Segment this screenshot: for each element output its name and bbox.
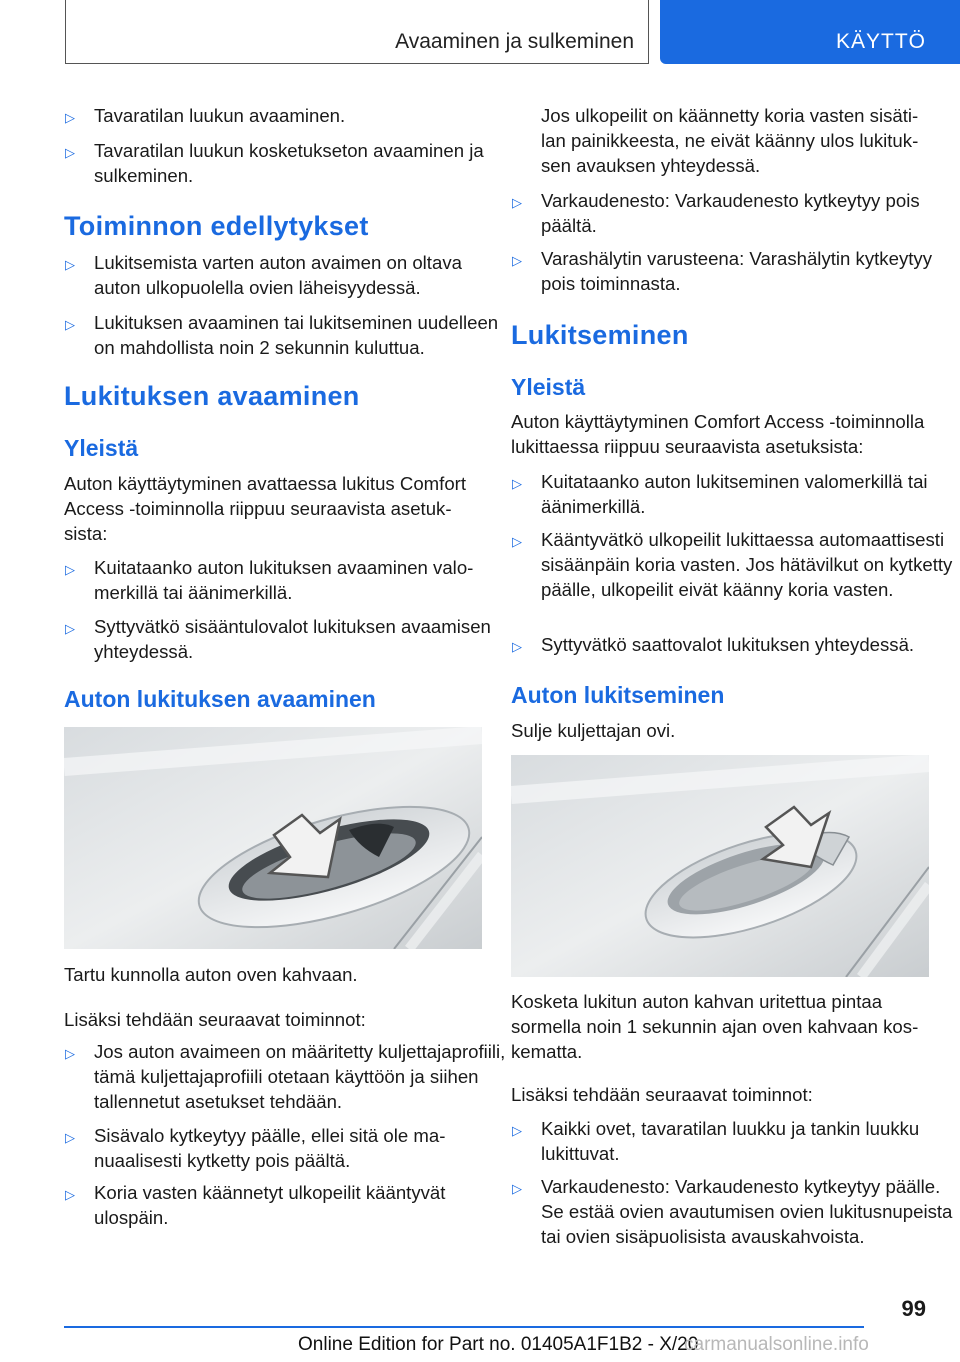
heading-general: Yleistä [64,435,139,461]
list-item: ▷ Sisävalo kytkeytyy päälle, ellei sitä ole manuaalisesti kytketty pois päältä. [65,1125,446,1171]
list-item: ▷ Varkaudenesto: Varkaudenesto kytkeytyy päälle. Se estää ovien avautumisen ovien lukitusnupeista tai ovien sisäpuolisista avauskahvoista. [512,1176,953,1247]
bullet-triangle-icon: ▷ [512,476,522,491]
list-item: ▷ Varkaudenesto: Varkaudenesto kytkeytyy pois päältä. [512,190,920,236]
bullet-triangle-icon: ▷ [512,195,522,210]
list-item: ▷ Lukituksen avaaminen tai lukitseminen uudelleen on mahdollista noin 2 sekunnin kuluttua. [65,312,499,358]
bullet-triangle-icon: ▷ [65,621,75,636]
door-handle-unlock-illustration [64,727,482,949]
list-item: ▷ Tavaratilan luukun avaaminen. [64,103,512,128]
bullet-triangle-icon: ▷ [65,1187,75,1202]
list-item: ▷ Kuitataanko auton lukitseminen valomerkillä tai äänimerkillä. [512,471,928,517]
chapter-tab-label: KÄYTTÖ [835,30,926,53]
heading-car-unlocking: Auton lukituksen avaaminen [64,686,376,712]
list-item: ▷ Varashälytin varusteena: Varashälytin kytkeytyy pois toiminnasta. [512,248,932,294]
footer-divider [64,1326,864,1328]
list-item: ▷ Jos auton avaimeen on määritetty kuljettajaprofiili, tämä kuljettajaprofiili otetaan käyttöön ja siihen tallennetut asetukset tehdään. [65,1041,506,1112]
page-number: 99 [901,1296,926,1321]
list-item: ▷ Syttyvätkö sisääntulovalot lukituksen avaamisen yhteydessä. [65,616,491,662]
general-paragraph: Auton käyttäytyminen avattaessa lukitus Comfort Access ‑toiminnolla riippuu seuraavista asetuksista: [64,473,467,544]
list-item: ▷ Kaikki ovet, tavaratilan luukku ja tankin luukku lukittuvat. [512,1118,920,1164]
bullet-triangle-icon: ▷ [65,257,75,272]
bullet-triangle-icon: ▷ [65,145,75,160]
list-item: ▷ Koria vasten käännetyt ulkopeilit kääntyvät ulospäin. [65,1182,446,1228]
heading-general: Yleistä [511,374,586,400]
list-item: ▷ Kääntyvätkö ulkopeilit lukittaessa automaattisesti sisäänpäin koria vasten. Jos hätävilkut on kytketty päälle, ulkopeilit eivät käänny koria vasten. [512,529,953,600]
bullet-triangle-icon: ▷ [512,1123,522,1138]
bullet-triangle-icon: ▷ [512,1181,522,1196]
door-handle-lock-illustration [511,755,929,977]
list-item: ▷ Tavaratilan luukun kosketukseton avaaminen ja sulkeminen. [65,140,484,186]
edition-text: Online Edition for Part no. 01405A1F1B2 - X/20 [298,1334,699,1355]
close-door-instruction: Sulje kuljettajan ovi. [511,720,676,741]
list-item: ▷ Lukitsemista varten auton avaimen on oltava auton ulkopuolella ovien läheisyydessä. [65,252,462,298]
heading-car-locking: Auton lukitseminen [511,682,725,708]
additional-functions-intro: Lisäksi tehdään seuraavat toiminnot: [511,1084,813,1105]
bullet-triangle-icon: ▷ [65,1046,75,1061]
continuation-paragraph: Jos ulkopeilit on käännetty koria vasten sisätilan painikkeesta, ne eivät käänny ulos lukituksen avauksen yhteydessä. [541,105,919,176]
list-item: ▷ Syttyvätkö saattovalot lukituksen yhteydessä. [511,632,959,657]
running-header [65,0,649,64]
heading-unlocking: Lukituksen avaaminen [64,381,360,411]
bullet-triangle-icon: ▷ [512,639,522,654]
bullet-triangle-icon: ▷ [512,534,522,549]
touch-instruction: Kosketa lukitun auton kahvan uritettua pintaa sormella noin 1 sekunnin ajan oven kahvaan koskematta. [511,991,919,1062]
chapter-tab[interactable] [660,0,960,64]
bullet-triangle-icon: ▷ [65,1130,75,1145]
additional-functions-intro: Lisäksi tehdään seuraavat toiminnot: [64,1009,366,1030]
bullet-triangle-icon: ▷ [65,562,75,577]
heading-locking: Lukitseminen [511,320,689,350]
bullet-triangle-icon: ▷ [512,253,522,268]
bullet-triangle-icon: ▷ [65,110,75,125]
list-item: ▷ Kuitataanko auton lukituksen avaaminen valomerkillä tai äänimerkillä. [65,557,474,603]
bullet-triangle-icon: ▷ [65,317,75,332]
section-title: Avaaminen ja sulkeminen [395,30,634,53]
heading-prerequisites: Toiminnon edellytykset [64,211,369,241]
watermark: carmanualsonline.info [684,1334,869,1355]
general-paragraph: Auton käyttäytyminen Comfort Access ‑toiminnolla lukittaessa riippuu seuraavista asetuksista: [511,411,925,457]
grip-instruction: Tartu kunnolla auton oven kahvaan. [64,964,358,985]
